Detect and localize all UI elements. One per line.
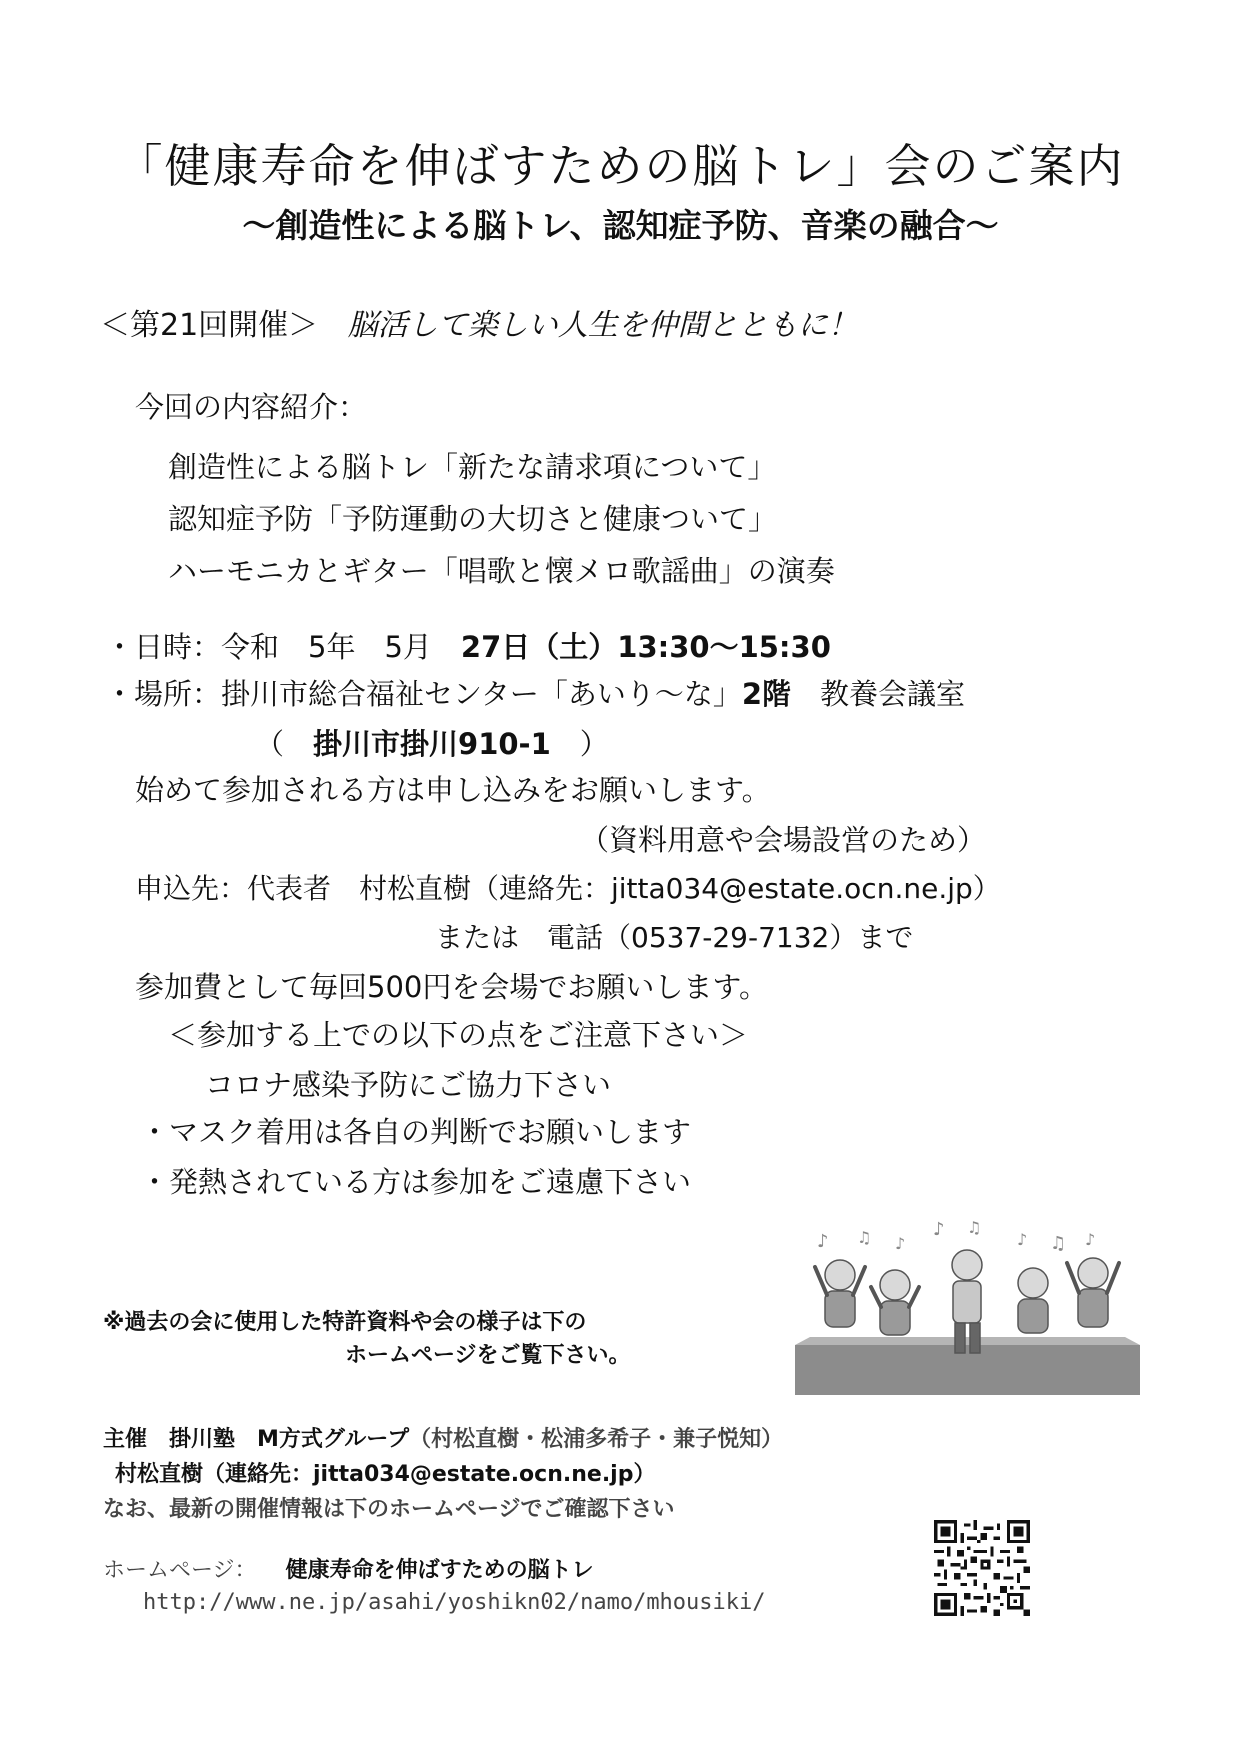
address-line [255, 722, 609, 763]
singing-seniors-illustration [795, 1215, 1140, 1395]
place-room: 教養会議室 [791, 677, 966, 711]
notice-item: ・マスク着用は各自の判断でお願いします [140, 1115, 692, 1149]
music-notes-icon [817, 1218, 1095, 1254]
svg-text:♪: ♪ [1017, 1230, 1028, 1249]
address-open: （ [255, 727, 314, 761]
contents-item: 認知症予防「予防運動の大切さと健康ついて」 [168, 502, 778, 536]
svg-text:♪: ♪ [1085, 1230, 1096, 1249]
notice-heading: ＜参加する上での以下の点をご注意下さい＞ [168, 1018, 749, 1052]
date-line [105, 625, 831, 666]
page-subtitle: ～創造性による脳トレ、認知症予防、音楽の融合～ [242, 206, 999, 245]
page-title: 「健康寿命を伸ばすための脳トレ」会のご案内 [116, 139, 1125, 193]
homepage-url[interactable]: http://www.ne.jp/asahi/yoshikn02/namo/mhousiki/ [143, 1590, 766, 1615]
contents-heading: 今回の内容紹介： [135, 390, 368, 424]
fee-line: 参加費として毎回500円を会場でお願いします。 [135, 970, 769, 1004]
svg-text:♪: ♪ [933, 1219, 945, 1240]
svg-text:♪: ♪ [895, 1234, 906, 1253]
svg-text:♫: ♫ [1050, 1233, 1067, 1254]
phone-line: または 電話（0537-29-7132）まで [435, 921, 914, 954]
apply-line: 申込先：代表者 村松直樹（連絡先：jitta034@estate.ocn.ne.jp） [135, 872, 1001, 905]
organizer-members: （村松直樹・松浦多希子・兼子悦知） [409, 1427, 784, 1452]
session-label: ＜第21回開催＞ [100, 308, 319, 343]
place-floor: 2階 [741, 677, 792, 711]
svg-text:♫: ♫ [967, 1218, 982, 1237]
contents-item: 創造性による脳トレ「新たな請求項について」 [168, 450, 777, 484]
svg-text:♪: ♪ [817, 1231, 829, 1252]
latest-info-note: なお、最新の開催情報は下のホームページでご確認下さい [103, 1497, 675, 1522]
past-note-line1: ※過去の会に使用した特許資料や会の様子は下の [103, 1310, 587, 1335]
organizer-contact: 村松直樹（連絡先：jitta034@estate.ocn.ne.jp） [115, 1462, 656, 1487]
session-line [100, 300, 858, 344]
address-value: 掛川市掛川910-1 [313, 727, 551, 761]
address-close: ） [550, 727, 609, 761]
past-note-line2: ホームページをご覧下さい。 [345, 1343, 631, 1368]
qr-code-icon[interactable] [934, 1520, 1030, 1616]
notice-item: ・発熱されている方は参加をご遠慮下さい [140, 1165, 692, 1199]
notice-item: コロナ感染予防にご協力下さい [205, 1068, 612, 1102]
first-time-note: 始めて参加される方は申し込みをお願いします。 [135, 773, 771, 807]
date-value: 27日（土）13:30～15:30 [460, 630, 831, 664]
contents-item: ハーモニカとギター「唱歌と懐メロ歌謡曲」の演奏 [168, 554, 835, 588]
organizer-line [103, 1422, 783, 1453]
session-catchphrase: 脳活して楽しい人生を仲間とともに！ [347, 308, 858, 343]
homepage-line [103, 1553, 594, 1584]
homepage-name[interactable]: 健康寿命を伸ばすための脳トレ [285, 1558, 594, 1583]
date-label: ・日時：令和 5年 5月 [105, 630, 461, 664]
organizer-name: 主催 掛川塾 M方式グループ [103, 1427, 410, 1452]
first-time-reason: （資料用意や会場設営のため） [580, 823, 987, 857]
svg-text:♫: ♫ [857, 1228, 872, 1247]
place-label: ・場所：掛川市総合福祉センター「あいり～な」 [105, 677, 742, 711]
place-line [105, 672, 965, 713]
homepage-label: ホームページ： [103, 1558, 257, 1583]
